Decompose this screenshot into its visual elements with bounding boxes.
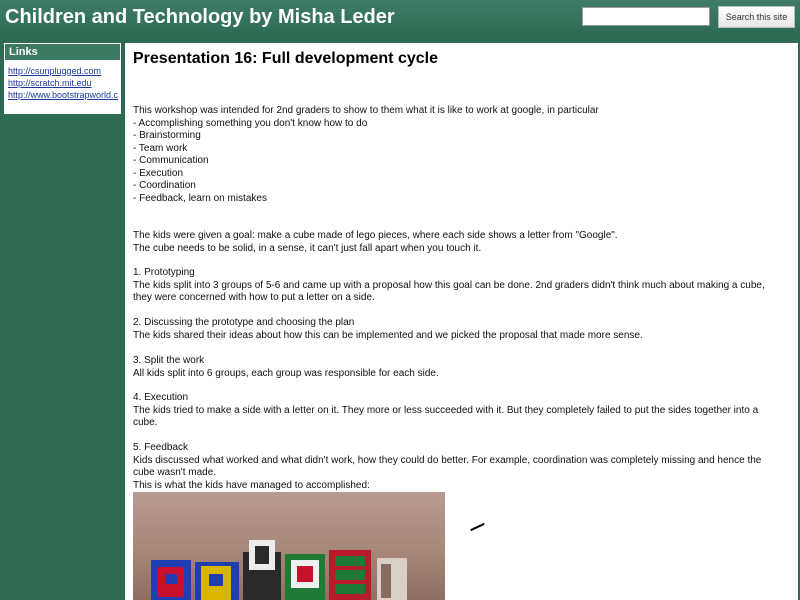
sidebar-link-csunplugged[interactable]: http://csunplugged.com — [8, 66, 102, 76]
bullet-item: - Coordination — [133, 180, 196, 191]
bullet-item: - Feedback, learn on mistakes — [133, 192, 267, 204]
main-content — [125, 43, 798, 600]
bullet-item: - Accomplishing something you don't know how to do — [133, 117, 368, 129]
pen-mark — [470, 523, 484, 531]
bullet-item: - Execution — [133, 167, 184, 179]
sidebar-link-bootstrapworld[interactable]: http://www.bootstrapworld.c — [8, 90, 119, 100]
goal-block — [133, 230, 783, 255]
bullet-item: - Communication — [133, 155, 209, 166]
step-heading: 5. Feedback — [133, 442, 189, 453]
intro-block — [133, 105, 783, 205]
site-header — [0, 0, 800, 38]
step-text: The kids shared their ideas about how this can be implemented and we picked the proposal that made more sense. — [133, 329, 643, 341]
step-heading: 2. Discussing the prototype and choosing the plan — [133, 317, 355, 328]
site-title[interactable]: Children and Technology by Misha Leder — [5, 6, 395, 28]
step-execution — [133, 392, 783, 430]
goal-text: The kids were given a goal: make a cube made of lego pieces, where each side shows a letter from "Google". — [133, 230, 618, 241]
sidebar-link-scratch[interactable]: http://scratch.mit.edu — [8, 78, 92, 88]
intro-text: This workshop was intended for 2nd graders to show to them what it is like to work at google, in particular — [133, 105, 599, 116]
step-prototyping — [133, 267, 783, 305]
bullet-item: - Brainstorming — [133, 130, 201, 141]
page-title: Presentation 16: Full development cycle — [133, 50, 438, 67]
step-heading: 3. Split the work — [133, 355, 205, 366]
bullet-item: - Team work — [133, 142, 188, 154]
step-heading: 4. Execution — [133, 392, 189, 403]
sidebar-link-list — [4, 65, 121, 101]
step-discussing — [133, 317, 783, 342]
goal-text: The cube needs to be solid, in a sense, it can't just fall apart when you touch it. — [133, 242, 482, 254]
lego-letters-image — [133, 492, 445, 600]
search-button[interactable]: Search this site — [718, 6, 795, 28]
photo-caption: This is what the kids have managed to accomplished: — [133, 479, 370, 491]
step-text: All kids split into 6 groups, each group was responsible for each side. — [133, 367, 439, 379]
step-split — [133, 355, 783, 380]
step-heading: 1. Prototyping — [133, 267, 195, 278]
step-text: The kids tried to make a side with a letter on it. They more or less succeeded with it. But they completely failed to put the sides together into a cube. — [133, 404, 759, 428]
step-text: The kids split into 3 groups of 5-6 and came up with a proposal how this goal can be done. 2nd graders didn't think much about making a cube, they were concerned with how to put a letter on a side. — [133, 279, 765, 303]
sidebar-links-box — [4, 43, 121, 114]
search-input[interactable] — [582, 7, 710, 26]
step-feedback — [133, 442, 783, 492]
links-header: Links — [5, 44, 120, 60]
lego-cube-photo[interactable] — [133, 492, 445, 600]
step-text: Kids discussed what worked and what didn't work, how they could do better. For example, coordination was completely missing and hence the cube wasn't made. — [133, 454, 762, 478]
